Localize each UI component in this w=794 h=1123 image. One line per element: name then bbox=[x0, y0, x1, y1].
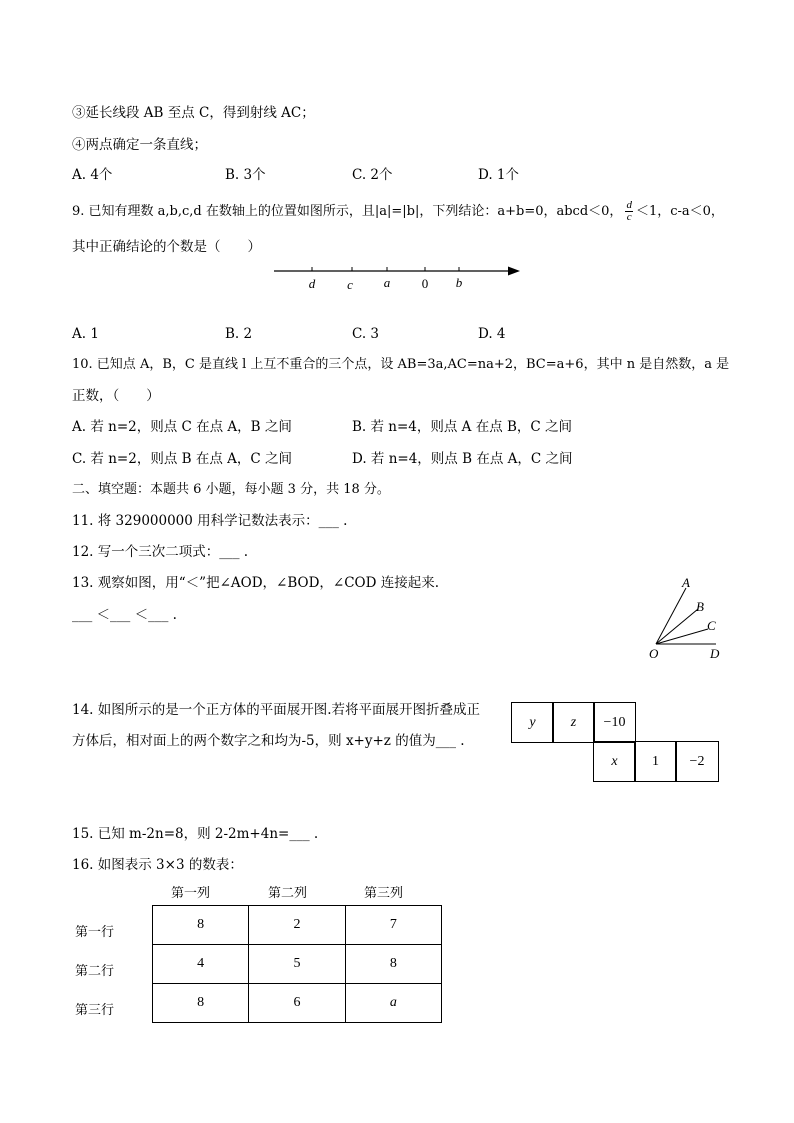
q13-blank: ___ ＜___ ＜___ . bbox=[72, 607, 177, 623]
q9-suffix: ＜1，c-a＜0， bbox=[635, 204, 724, 219]
q10-option-b: B. 若 n=4，则点 A 在点 B，C 之间 bbox=[352, 419, 573, 435]
q12: 12. 写一个三次二项式：___ . bbox=[72, 544, 249, 560]
table-cell: 4 bbox=[153, 945, 249, 984]
q9-line2: 其中正确结论的个数是（ ） bbox=[72, 239, 261, 255]
table-cell: 6 bbox=[249, 984, 345, 1023]
q9-option-c: C. 3 bbox=[352, 326, 380, 342]
angle-label-a: A bbox=[682, 575, 690, 590]
angle-label-c: C bbox=[707, 618, 716, 633]
angle-label-o: O bbox=[649, 646, 659, 661]
q10-line1: 10. 已知点 A，B，C 是直线 l 上互不重合的三个点，设 AB=3a,AC=na+2，BC=a+6，其中 n 是自然数，a 是 bbox=[72, 357, 730, 372]
label-0: 0 bbox=[421, 276, 429, 291]
q8-option-b: B. 3个 bbox=[225, 167, 266, 183]
q9-option-d: D. 4 bbox=[478, 326, 506, 342]
q9-text bbox=[72, 200, 724, 223]
q8-option-c: C. 2个 bbox=[352, 167, 393, 183]
q9-frac-den: c bbox=[626, 211, 632, 223]
q9-frac-num: d bbox=[626, 199, 632, 211]
q16: 16. 如图表示 3×3 的数表： bbox=[72, 857, 243, 873]
number-table bbox=[152, 905, 442, 1023]
net-cell-z: z bbox=[552, 702, 595, 743]
q8-option-d: D. 1个 bbox=[478, 167, 520, 183]
table-cell: 2 bbox=[249, 906, 345, 945]
q14-line2: 方体后，相对面上的两个数字之和均为-5，则 x+y+z 的值为___ . bbox=[72, 733, 465, 749]
ray-oa bbox=[656, 588, 686, 644]
q13: 13. 观察如图，用“＜”把∠AOD，∠BOD，∠COD 连接起来. bbox=[72, 575, 440, 591]
section-2-heading: 二、填空题：本题共 6 小题，每小题 3 分，共 18 分。 bbox=[72, 482, 390, 497]
q10-option-a: A. 若 n=2，则点 C 在点 A，B 之间 bbox=[72, 419, 292, 435]
statement-4: ④两点确定一条直线； bbox=[72, 137, 207, 153]
table-cell: 8 bbox=[153, 906, 249, 945]
col-header-1: 第一列 bbox=[171, 886, 211, 901]
table-cell: 8 bbox=[345, 945, 441, 984]
q11: 11. 将 329000000 用科学记数法表示：___ . bbox=[72, 513, 348, 529]
label-d: d bbox=[308, 276, 316, 291]
table-row bbox=[153, 984, 442, 1023]
row-header-2: 第二行 bbox=[75, 964, 115, 979]
q8-option-a: A. 4个 bbox=[72, 167, 113, 183]
net-cell-y: y bbox=[511, 702, 554, 743]
col-header-3: 第三列 bbox=[364, 886, 404, 901]
q10-line2: 正数，（ ） bbox=[72, 388, 160, 404]
q9-fraction bbox=[625, 200, 633, 223]
table-cell: 8 bbox=[153, 984, 249, 1023]
net-cell-x: x bbox=[593, 741, 636, 782]
label-c: c bbox=[347, 277, 353, 292]
q15: 15. 已知 m-2n=8，则 2-2m+4n=___ . bbox=[72, 826, 319, 842]
q10-option-d: D. 若 n=4，则点 B 在点 A，C 之间 bbox=[352, 451, 573, 467]
q10-option-c: C. 若 n=2，则点 B 在点 A，C 之间 bbox=[72, 451, 292, 467]
ray-ob bbox=[656, 609, 698, 644]
angle-label-b: B bbox=[696, 599, 704, 614]
row-header-1: 第一行 bbox=[75, 925, 115, 940]
col-header-2: 第二列 bbox=[268, 886, 308, 901]
net-cell-minus-10: −10 bbox=[593, 702, 636, 743]
row-header-3: 第三行 bbox=[75, 1003, 115, 1018]
number-line-figure bbox=[270, 258, 530, 294]
statement-3: ③延长线段 AB 至点 C，得到射线 AC； bbox=[72, 105, 315, 121]
q9-option-a: A. 1 bbox=[72, 326, 99, 342]
net-cell-minus-2: −2 bbox=[675, 741, 719, 782]
table-row bbox=[153, 945, 442, 984]
q9-prefix: 9. 已知有理数 a,b,c,d 在数轴上的位置如图所示，且|a|=|b|，下列结论：a+b=0，abcd＜0， bbox=[72, 204, 623, 219]
label-a: a bbox=[383, 275, 391, 290]
table-row bbox=[153, 906, 442, 945]
angle-figure bbox=[640, 572, 730, 664]
table-cell: 5 bbox=[249, 945, 345, 984]
cube-net bbox=[511, 702, 719, 782]
angle-label-d: D bbox=[710, 646, 720, 661]
q14-line1: 14. 如图所示的是一个正方体的平面展开图.若将平面展开图折叠成正 bbox=[72, 702, 481, 718]
net-cell-1: 1 bbox=[634, 741, 677, 782]
table-cell: a bbox=[345, 984, 441, 1023]
table-cell: 7 bbox=[345, 906, 441, 945]
q9-option-b: B. 2 bbox=[225, 326, 253, 342]
label-b: b bbox=[455, 275, 463, 290]
ray-oc bbox=[656, 629, 708, 644]
number-line-arrow bbox=[508, 267, 520, 276]
